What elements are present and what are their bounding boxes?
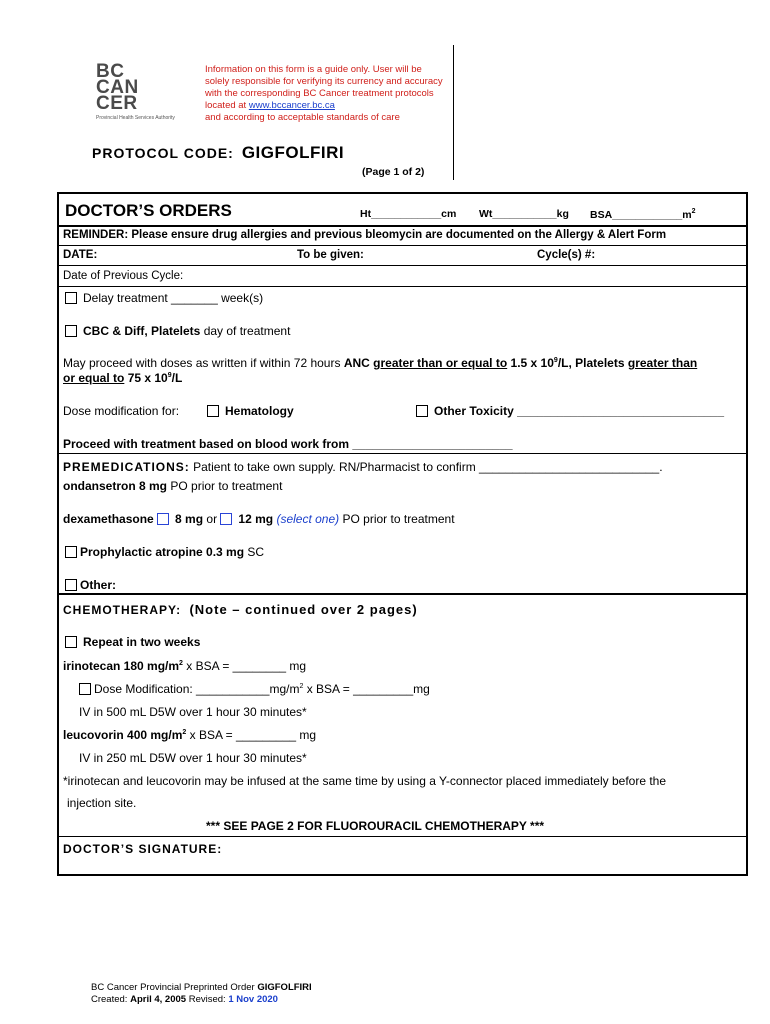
- reminder-text: REMINDER: Please ensure drug allergies and previous bleomycin are documented on the Allergy & Alert Form: [63, 229, 667, 241]
- header-divider: [453, 45, 454, 180]
- dose-modification-checkbox[interactable]: [79, 683, 91, 695]
- repeat-checkbox[interactable]: [65, 636, 77, 648]
- footer-line2: Created: April 4, 2005 Revised: 1 Nov 2020: [91, 994, 278, 1005]
- leucovorin-line: leucovorin 400 $mg/m^2$ x BSA = _________ mg: [63, 728, 317, 742]
- other-toxicity-checkbox[interactable]: [416, 405, 428, 417]
- protocol-code-value: GIGFOLFIRI: [241, 143, 345, 162]
- dose-modification-option[interactable]: Dose Modification: $\_\_\_\_\_\_\_\_\_\_\_mg/m^2$ x BSA = _________mg: [79, 682, 430, 696]
- premedications-heading: PREMEDICATIONS: Patient to take own supply. RN/Pharmacist to confirm ___________________________.: [63, 460, 663, 474]
- infusion-note-line2: injection site.: [67, 796, 137, 810]
- proceed-bloodwork-line[interactable]: Proceed with treatment based on blood work from ________________________: [63, 437, 513, 451]
- to-be-given-label[interactable]: To be given:: [297, 249, 364, 261]
- chemotherapy-heading: CHEMOTHERAPY: (Note – continued over 2 pages): [63, 602, 418, 617]
- disclaimer-text: Information on this form is a guide only. User will be solely responsible for verifying its currency and accuracy with the corresponding BC Cancer treatment protocols located at: [205, 64, 443, 111]
- form-title: DOCTOR’S ORDERS: [65, 201, 232, 220]
- footer-line1: BC Cancer Provincial Preprinted Order GIGFOLFIRI: [91, 982, 312, 993]
- bc-cancer-logo: [96, 61, 196, 121]
- date-label[interactable]: DATE:: [63, 249, 98, 261]
- weight-field[interactable]: Wt___________kg: [479, 208, 569, 220]
- doctors-orders-form: [57, 192, 748, 876]
- other-premed-checkbox[interactable]: [65, 579, 77, 591]
- dose-modification-label: Dose modification for:: [63, 404, 180, 418]
- ondansetron-line: ondansetron 8 mg PO prior to treatment: [63, 479, 283, 493]
- proceed-criteria-line2: or equal to 75 x $10^9/L$: [63, 371, 183, 385]
- bccancer-link[interactable]: www.bccancer.bc.ca: [248, 100, 335, 111]
- protocol-label: PROTOCOL CODE:: [92, 145, 234, 161]
- disclaimer: [205, 64, 445, 124]
- divider: [59, 286, 746, 287]
- doctor-signature-label[interactable]: DOCTOR’S SIGNATURE:: [63, 842, 223, 856]
- height-field[interactable]: Ht____________cm: [360, 208, 457, 220]
- see-page-2-note: *** SEE PAGE 2 FOR FLUOROURACIL CHEMOTHERAPY ***: [206, 819, 545, 833]
- dexa-8mg-checkbox[interactable]: [157, 513, 169, 525]
- logo-subtitle: Provincial Health Services Authority: [96, 115, 175, 121]
- dexa-12mg-checkbox[interactable]: [220, 513, 232, 525]
- delay-checkbox[interactable]: [65, 292, 77, 304]
- logo-line-2: CAN: [96, 77, 139, 98]
- delay-treatment-option[interactable]: Delay treatment _______ week(s): [65, 291, 263, 305]
- atropine-option[interactable]: Prophylactic atropine 0.3 mg SC: [65, 545, 264, 559]
- logo-line-1: BC: [96, 61, 125, 82]
- previous-cycle-label[interactable]: Date of Previous Cycle:: [63, 270, 184, 282]
- divider: [59, 245, 746, 246]
- dexamethasone-line: dexamethasone 8 mg or 12 mg (select one) PO prior to treatment: [63, 512, 455, 526]
- repeat-option[interactable]: Repeat in two weeks: [65, 635, 200, 649]
- protocol-code: [92, 143, 344, 163]
- disclaimer-tail: and according to acceptable standards of care: [205, 112, 400, 123]
- proceed-criteria-line1: May proceed with doses as written if within 72 hours ANC greater than or equal to 1.5 x $10^9/L$, Platelets greater than: [63, 356, 698, 370]
- divider: [59, 593, 746, 595]
- divider: [59, 225, 746, 227]
- infusion-note-line1: *irinotecan and leucovorin may be infused at the same time by using a Y-connector placed immediately before the: [63, 774, 667, 788]
- leucovorin-iv-line: IV in 250 mL D5W over 1 hour 30 minutes*: [79, 751, 307, 765]
- divider: [59, 265, 746, 266]
- divider: [59, 836, 746, 837]
- bsa-field[interactable]: $BSA\_\_\_\_\_\_\_\_\_\_\_\_m^2$: [590, 208, 696, 221]
- cbc-option[interactable]: CBC & Diff, Platelets day of treatment: [65, 324, 290, 338]
- irinotecan-iv-line: IV in 500 mL D5W over 1 hour 30 minutes*: [79, 705, 307, 719]
- divider: [59, 453, 746, 454]
- hematology-checkbox[interactable]: [207, 405, 219, 417]
- atropine-checkbox[interactable]: [65, 546, 77, 558]
- cbc-checkbox[interactable]: [65, 325, 77, 337]
- logo-line-3: CER: [96, 93, 138, 114]
- other-toxicity-option[interactable]: Other Toxicity _______________________________: [416, 404, 724, 418]
- cycles-label[interactable]: Cycle(s) #:: [537, 249, 596, 261]
- page-indicator: (Page 1 of 2): [362, 166, 425, 178]
- other-premed-option[interactable]: Other:: [65, 578, 116, 592]
- hematology-option[interactable]: Hematology: [207, 404, 294, 418]
- irinotecan-line: irinotecan 180 $mg/m^2$ x BSA = ________ mg: [63, 659, 307, 673]
- footer: [91, 982, 312, 1006]
